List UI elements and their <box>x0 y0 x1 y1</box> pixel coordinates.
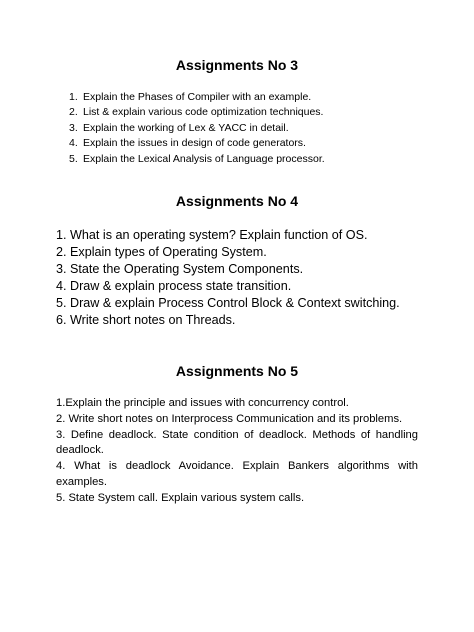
section-5-list <box>56 396 418 507</box>
list-item: 4. Explain the issues in design of code generators. <box>69 137 306 150</box>
list-item: 2. Write short notes on Interprocess Communication and its problems. <box>56 412 403 425</box>
list-item: 6. Write short notes on Threads. <box>56 313 236 328</box>
section-4-title: Assignments No 4 <box>175 193 299 209</box>
list-item: 4. Draw & explain process state transition. <box>56 279 292 294</box>
list-item: 3. Explain the working of Lex & YACC in detail. <box>69 121 289 134</box>
list-item: 3. Define deadlock. State condition of deadlock. Methods of handling deadlock. <box>56 428 418 457</box>
list-item: 2. Explain types of Operating System. <box>56 245 267 260</box>
list-item: 2. List & explain various code optimization techniques. <box>69 106 324 119</box>
section-4-list <box>56 227 400 330</box>
list-item: 5. State System call. Explain various system calls. <box>56 491 305 504</box>
list-item: 1. What is an operating system? Explain function of OS. <box>56 228 368 242</box>
section-3-list <box>69 90 325 167</box>
list-item: 3. State the Operating System Components. <box>56 262 304 277</box>
section-5-title: Assignments No 5 <box>175 363 299 379</box>
list-item: 5. Draw & explain Process Control Block & Context switching. <box>56 296 400 311</box>
list-item: 5. Explain the Lexical Analysis of Language processor. <box>69 152 325 165</box>
list-item: 1.Explain the principle and issues with concurrency control. <box>56 397 349 409</box>
list-item: 4. What is deadlock Avoidance. Explain Bankers algorithms with examples. <box>56 460 418 488</box>
list-item: 1. Explain the Phases of Compiler with an example. <box>69 91 312 103</box>
section-3-title: Assignments No 3 <box>175 57 299 73</box>
